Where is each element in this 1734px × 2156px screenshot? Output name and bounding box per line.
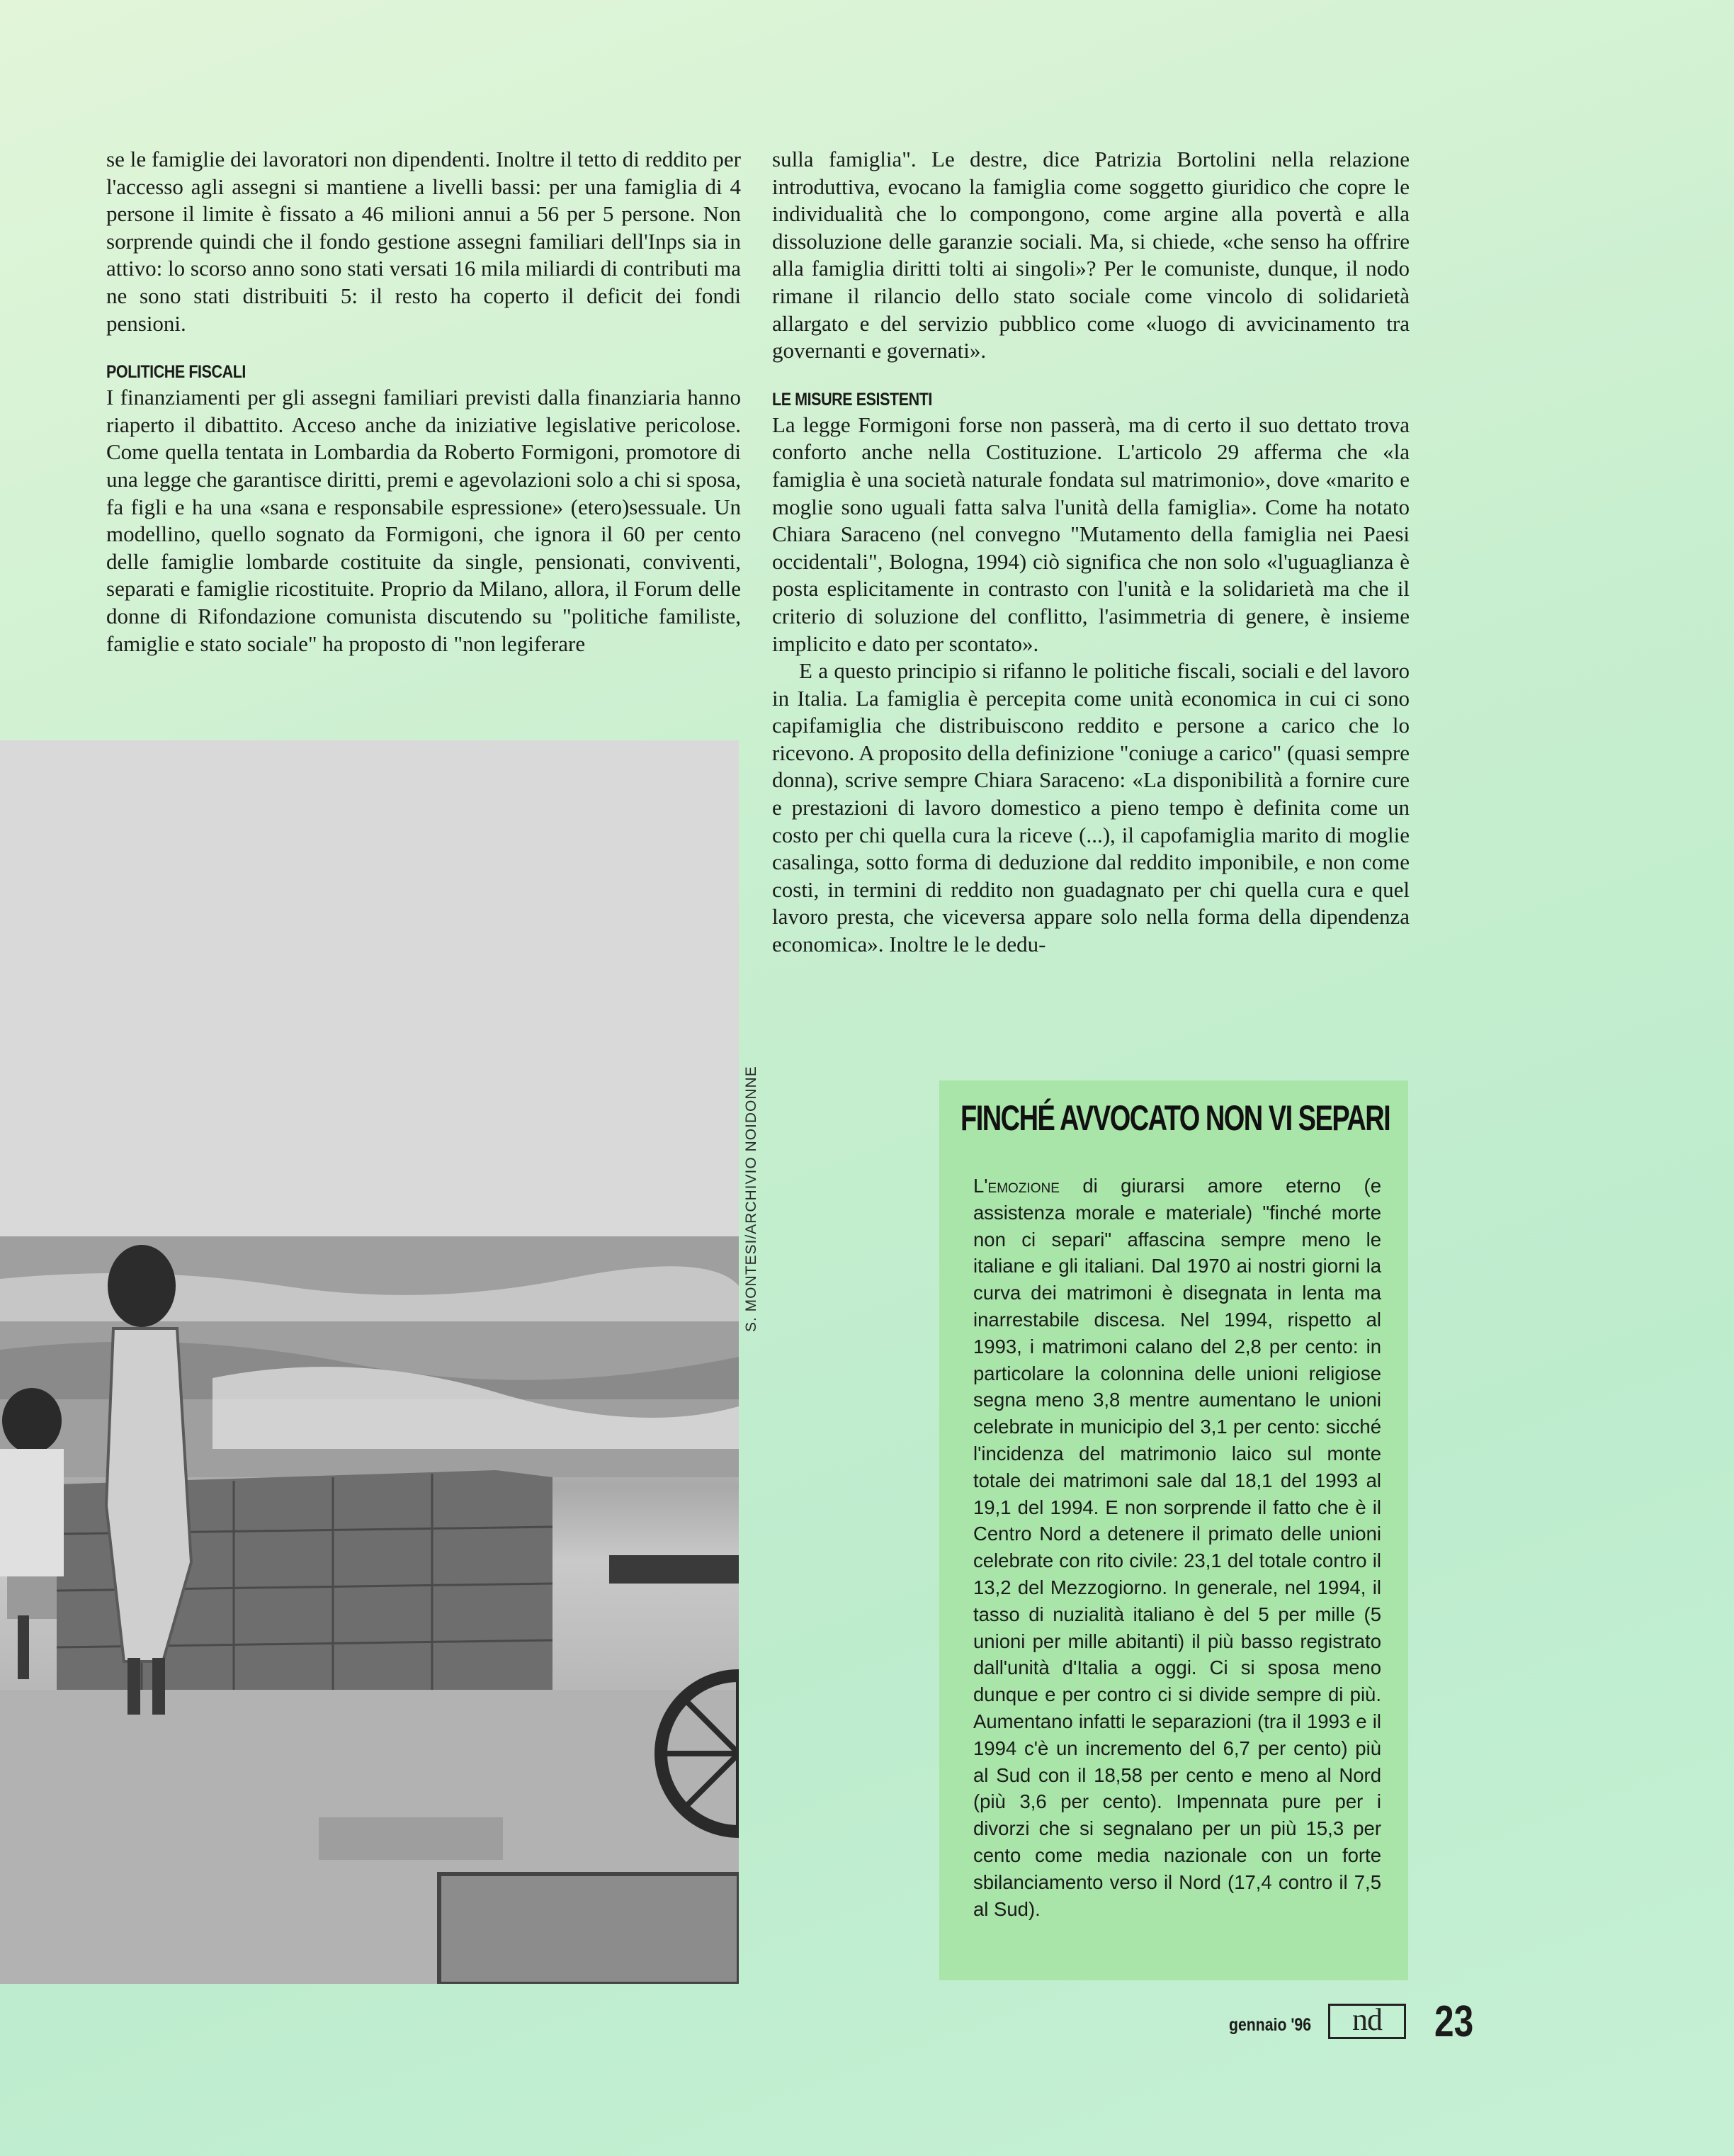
sidebar-lead-smallcaps: emozione [987,1175,1060,1197]
article-left-column [106,146,741,657]
sidebar-lead-initial: L' [973,1175,988,1197]
page-footer [1229,1997,1484,2046]
sidebar-body [973,1173,1381,1922]
magazine-logo: nd [1328,2004,1406,2039]
article-paragraph: E a questo principio si rifanno le politiche fiscali, sociali e del lavoro in Italia. La famiglia è percepita come unità economica in cui ci sono capifamiglia che distribuiscono reddito e persone a carico che lo ricevono. A proposito della definizione "coniuge a carico" (quasi sempre donna), scrive sempre Chiara Saraceno: «La disponibilità a fornire cure e prestazioni di lavoro domestico a pieno tempo è definita come un costo per chi quella cura la riceve (...), il capofamiglia marito di moglie casalinga, sotto forma di deduzione dal reddito imponibile, e non come costi, in termini di reddito non guadagnato per chi quella cura e quel lavoro presta, che viceversa appare solo nella forma della dipendenza economica». Inoltre le le dedu- [772,658,1410,957]
sidebar-box [939,1080,1408,1980]
article-right-column [772,146,1410,959]
sidebar-text: di giurarsi amore eterno (e assistenza morale e materiale) "finché morte non ci separi" affascina sempre meno le italiane e gli italiani. Dal 1970 ai nostri giorni la curva dei matrimoni è disegnata in lenta ma inarrestabile discesa. Nel 1994, rispetto al 1993, i matrimoni calano del 2,8 per cento: in particolare la colonnina delle unioni religiose segna meno 3,8 mentre aumentano le unioni celebrate in municipio del 3,1 per cento: sicché l'incidenza del matrimonio laico sul monte totale dei matrimoni sale dal 18,1 del 1993 al 19,1 del 1994. E non sorprende il fatto che è il Centro Nord a detenere il primato delle unioni celebrate con rito civile: 23,1 del totale contro il 13,2 del Mezzogiorno. In generale, nel 1994, il tasso di nuzialità italiano è del 5 per mille (5 unioni per mille abitanti) il più basso registrato dall'unità d'Italia a oggi. Ci si sposa meno dunque e per contro ci si divide sempre di più. Aumentano infatti le separazioni (tra il 1993 e il 1994 c'è un incremento del 6,7 per cento) più al Sud con il 18,58 per cento e meno al Nord (più 3,6 per cento). Impennata pure per i divorzi che si segnalano per un più 15,3 per cento come media nazionale con un forte sbilanciamento verso il Nord (17,4 contro il 7,5 al Sud). [973,1175,1381,1920]
article-paragraph: sulla famiglia". Le destre, dice Patrizia Bortolini nella relazione introduttiva, evocano la famiglia come soggetto giuridico che copre le individualità che lo compongono, come argine alla povertà e alla dissoluzione delle garanzie sociali. Ma, si chiede, «che senso ha offrire alla famiglia diritti tolti ai singoli»? Per le comuniste, dunque, il nodo rimane il rilancio dello stato sociale come vincolo di solidarietà allargato e del servizio pubblico come «luogo di avvicinamento tra governanti e governati». [772,147,1410,363]
sidebar-title: FINCHÉ AVVOCATO NON VI SEPARI [960,1098,1390,1138]
issue-date: gennaio '96 [1229,2015,1312,2035]
photo-illustration [0,740,739,1984]
photo-credit: S. MONTESI/ARCHIVIO NOIDONNE [743,1066,759,1332]
article-paragraph: I finanziamenti per gli assegni familiari previsti dalla finanziaria hanno riaperto il dibattito. Acceso anche da iniziative legislative pericolose. Come quella tentata in Lombardia da Roberto Formigoni, promotore di una legge che garantisce diritti, premi e agevolazioni solo a chi si sposa, fa figli e ha una «sana e responsabile espressione» (etero)sessuale. Un modellino, quello sognato da Formigoni, che ignora il 60 per cento delle famiglie lombarde costituite da single, pensionati, conviventi, separati e famiglie ricostituite. Proprio da Milano, allora, il Forum delle donne di Rifondazione comunista discutendo su "politiche familiste, famiglie e stato sociale" ha proposto di "non legiferare [106,385,741,656]
page-number: 23 [1434,1997,1474,2046]
section-heading: LE MISURE ESISTENTI [772,389,932,410]
section-heading: POLITICHE FISCALI [106,362,246,383]
article-paragraph: se le famiglie dei lavoratori non dipendenti. Inoltre il tetto di reddito per l'accesso agli assegni si mantiene a livelli bassi: per una famiglia di 4 persone il limite è fissato a 46 milioni annui a 56 per 5 persone. Non sorprende quindi che il fondo gestione assegni familiari dell'Inps sia in attivo: lo scorso anno sono stati versati 16 mila miliardi di contributi ma ne sono stati distribuiti 5: il resto ha coperto il deficit dei fondi pensioni. [106,147,741,336]
photograph-children-seawall [0,740,739,1984]
article-paragraph: La legge Formigoni forse non passerà, ma di certo il suo dettato trova conforto anche nella Costituzione. L'articolo 29 afferma che «la famiglia è una società naturale fondata sul matrimonio», dove «marito e moglie sono uguali fatta salva l'unità della famiglia». Come ha notato Chiara Saraceno (nel convegno "Mutamento della famiglia nei Paesi occidentali", Bologna, 1994) ciò significa che non solo «l'uguaglianza è posta esplicitamente in contrasto con l'unità e la solidarietà ma che il criterio di soluzione del conflitto, l'asimmetria di genere, è insieme implicito e dato per scontato». [772,412,1410,656]
